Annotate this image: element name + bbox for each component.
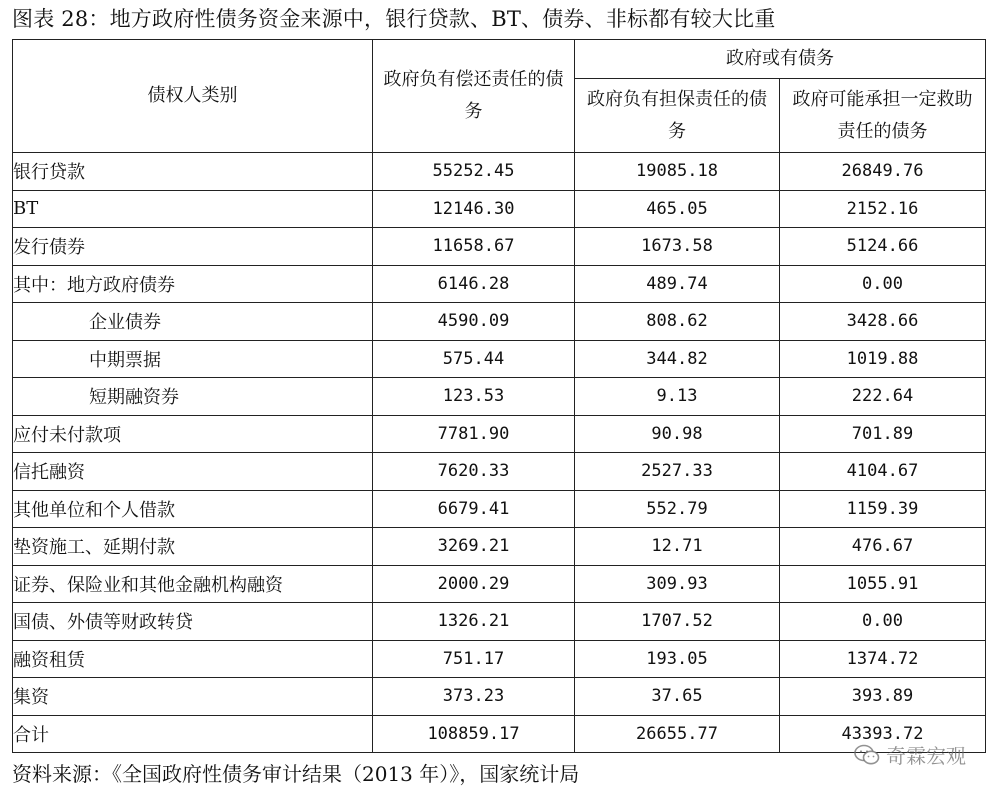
cell-direct: 575.44 [373,340,575,378]
figure-title: 图表 28：地方政府性债务资金来源中，银行贷款、BT、债券、非标都有较大比重 [12,7,776,31]
cell-rescue: 2152.16 [780,190,986,228]
row-label: 其中：地方政府债券 [13,265,373,303]
table-row [13,265,986,303]
cell-guarantee: 37.65 [575,678,780,716]
cell-rescue: 1055.91 [780,565,986,603]
cell-direct: 1326.21 [373,603,575,641]
header-rescue-text: 政府可能承担一定救助责任的债务 [792,88,973,142]
cell-direct: 3269.21 [373,528,575,566]
cell-guarantee: 26655.77 [575,715,780,753]
table-row [13,378,986,416]
cell-direct: 6679.41 [373,490,575,528]
header-guarantee [575,79,780,153]
row-label: 融资租赁 [13,640,373,678]
cell-direct: 373.23 [373,678,575,716]
table-row [13,678,986,716]
cell-guarantee: 2527.33 [575,453,780,491]
header-direct-liability-text: 政府负有偿还责任的债务 [383,69,564,122]
row-label: 集资 [13,678,373,716]
table-row [13,565,986,603]
cell-direct: 7781.90 [373,415,575,453]
cell-rescue: 1159.39 [780,490,986,528]
cell-direct: 751.17 [373,640,575,678]
row-label: 短期融资券 [13,378,373,416]
header-contingent-debt: 政府或有债务 [575,40,986,79]
table-row [13,603,986,641]
table-row [13,340,986,378]
row-label: 合计 [13,715,373,753]
cell-guarantee: 9.13 [575,378,780,416]
row-label: 垫资施工、延期付款 [13,528,373,566]
cell-direct: 7620.33 [373,453,575,491]
cell-rescue: 393.89 [780,678,986,716]
cell-rescue: 5124.66 [780,228,986,266]
table-row [13,153,986,191]
table-row [13,453,986,491]
table-row [13,303,986,341]
table-row [13,228,986,266]
header-guarantee-text: 政府负有担保责任的债务 [587,88,767,142]
cell-direct: 55252.45 [373,153,575,191]
cell-rescue: 43393.72 [780,715,986,753]
cell-guarantee: 808.62 [575,303,780,341]
total-row [13,715,986,753]
cell-rescue: 222.64 [780,378,986,416]
cell-rescue: 476.67 [780,528,986,566]
table-row [13,190,986,228]
cell-guarantee: 1673.58 [575,228,780,266]
row-label: 企业债券 [13,303,373,341]
cell-rescue: 701.89 [780,415,986,453]
cell-guarantee: 19085.18 [575,153,780,191]
header-creditor-type: 债权人类别 [13,40,373,153]
cell-direct: 108859.17 [373,715,575,753]
row-label: 应付未付款项 [13,415,373,453]
cell-direct: 2000.29 [373,565,575,603]
table-body [13,153,986,753]
row-label: 信托融资 [13,453,373,491]
row-label: 中期票据 [13,340,373,378]
cell-guarantee: 90.98 [575,415,780,453]
cell-direct: 4590.09 [373,303,575,341]
cell-rescue: 0.00 [780,265,986,303]
debt-source-table [12,39,986,753]
row-label: 银行贷款 [13,153,373,191]
row-label: 发行债券 [13,228,373,266]
cell-rescue: 1374.72 [780,640,986,678]
cell-guarantee: 489.74 [575,265,780,303]
cell-guarantee: 12.71 [575,528,780,566]
row-label: 证券、保险业和其他金融机构融资 [13,565,373,603]
cell-rescue: 3428.66 [780,303,986,341]
watermark [854,740,966,769]
cell-guarantee: 552.79 [575,490,780,528]
row-label: BT [13,190,373,228]
cell-rescue: 0.00 [780,603,986,641]
cell-rescue: 1019.88 [780,340,986,378]
table-row [13,640,986,678]
cell-guarantee: 193.05 [575,640,780,678]
header-direct-liability [373,40,575,153]
row-label: 其他单位和个人借款 [13,490,373,528]
cell-direct: 11658.67 [373,228,575,266]
wechat-icon [854,744,880,766]
cell-guarantee: 344.82 [575,340,780,378]
cell-guarantee: 309.93 [575,565,780,603]
cell-rescue: 26849.76 [780,153,986,191]
cell-direct: 12146.30 [373,190,575,228]
source-note: 资料来源：《全国政府性债务审计结果（2013 年）》，国家统计局 [12,762,580,786]
cell-direct: 6146.28 [373,265,575,303]
row-label: 国债、外债等财政转贷 [13,603,373,641]
cell-guarantee: 1707.52 [575,603,780,641]
cell-rescue: 4104.67 [780,453,986,491]
cell-guarantee: 465.05 [575,190,780,228]
table-row [13,415,986,453]
cell-direct: 123.53 [373,378,575,416]
watermark-text: 奇霖宏观 [886,744,966,768]
header-rescue [780,79,986,153]
table-row [13,528,986,566]
table-row [13,490,986,528]
